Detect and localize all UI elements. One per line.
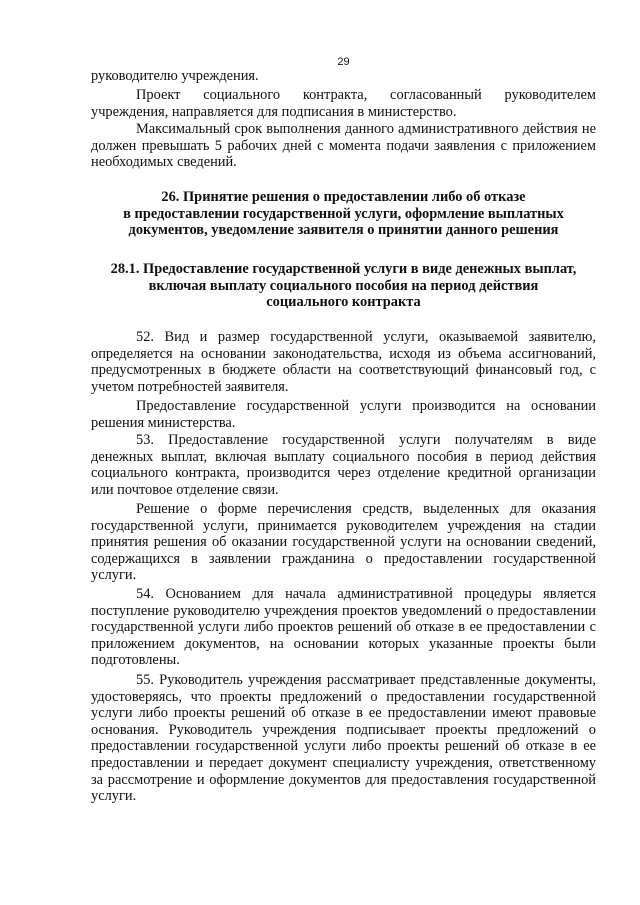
paragraph-max-term: Максимальный срок выполнения данного административного действия не должен превышать 5 рабочих дней с момента подачи заявления с приложением необходимых сведений. (91, 121, 596, 171)
heading-28-1-line-3: социального контракта (266, 294, 421, 311)
heading-26-line-3: документов, уведомление заявителя о принятии данного решения (128, 222, 559, 239)
paragraph-53-transfer-form: Решение о форме перечисления средств, выделенных для оказания государственной услуги, принимается руководителем учреждения на стадии принятия решения об оказании государственной услуги на основании сведений, содержащихся в заявлении гражданина о предоставлении государственной услуги. (91, 501, 596, 584)
heading-28-1-line-2: включая выплату социального пособия на период действия (148, 277, 539, 294)
paragraph-continuation: руководителю учреждения. (91, 68, 259, 84)
paragraph-53: 53. Предоставление государственной услуги получателям в виде денежных выплат, включая выплату социального пособия в период действия социального контракта, производится через отделение кредитной организации или почтовое отделение связи. (91, 432, 596, 498)
paragraph-55: 55. Руководитель учреждения рассматривает представленные документы, удостоверяясь, что проекты предложений о предоставлении государственной услуги либо проекты решений об отказе в ее предоставлении имеют правовые основания. Руководитель учреждения подписывает проекты предложений о предоставлении государственной услуги либо проекты решений об отказе в ее предоставлении и передает документ специалисту учреждения, ответственному за рассмотрение и оформление документов для предоставления государственной услуги. (91, 672, 596, 805)
paragraph-54: 54. Основанием для начала административной процедуры является поступление руководителю учреждения проектов уведомлений о предоставлении государственной услуги либо проектов решений об отказе в ее предоставлении с приложением документов, на основании которых указанные проекты были подготовлены. (91, 586, 596, 669)
paragraph-52-decision: Предоставление государственной услуги производится на основании решения министерства. (91, 398, 596, 431)
paragraph-52: 52. Вид и размер государственной услуги, оказываемой заявителю, определяется на основании законодательства, исходя из объема ассигнований, предусмотренных в бюджете области на соответствующий финансовый год, с учетом потребностей заявителя. (91, 329, 596, 395)
heading-26-line-1: 26. Принятие решения о предоставлении либо об отказе (161, 189, 526, 205)
page-number: 29 (337, 56, 350, 68)
section-heading-26 (91, 189, 596, 239)
heading-26-line-2: в предоставлении государственной услуги, оформление выплатных (123, 205, 564, 222)
heading-28-1-line-1: 28.1. Предоставление государственной услуги в виде денежных выплат, (110, 261, 577, 277)
paragraph-project: Проект социального контракта, согласованный руководителем учреждения, направляется для подписания в министерство. (91, 87, 596, 120)
section-heading-28-1 (91, 261, 596, 311)
